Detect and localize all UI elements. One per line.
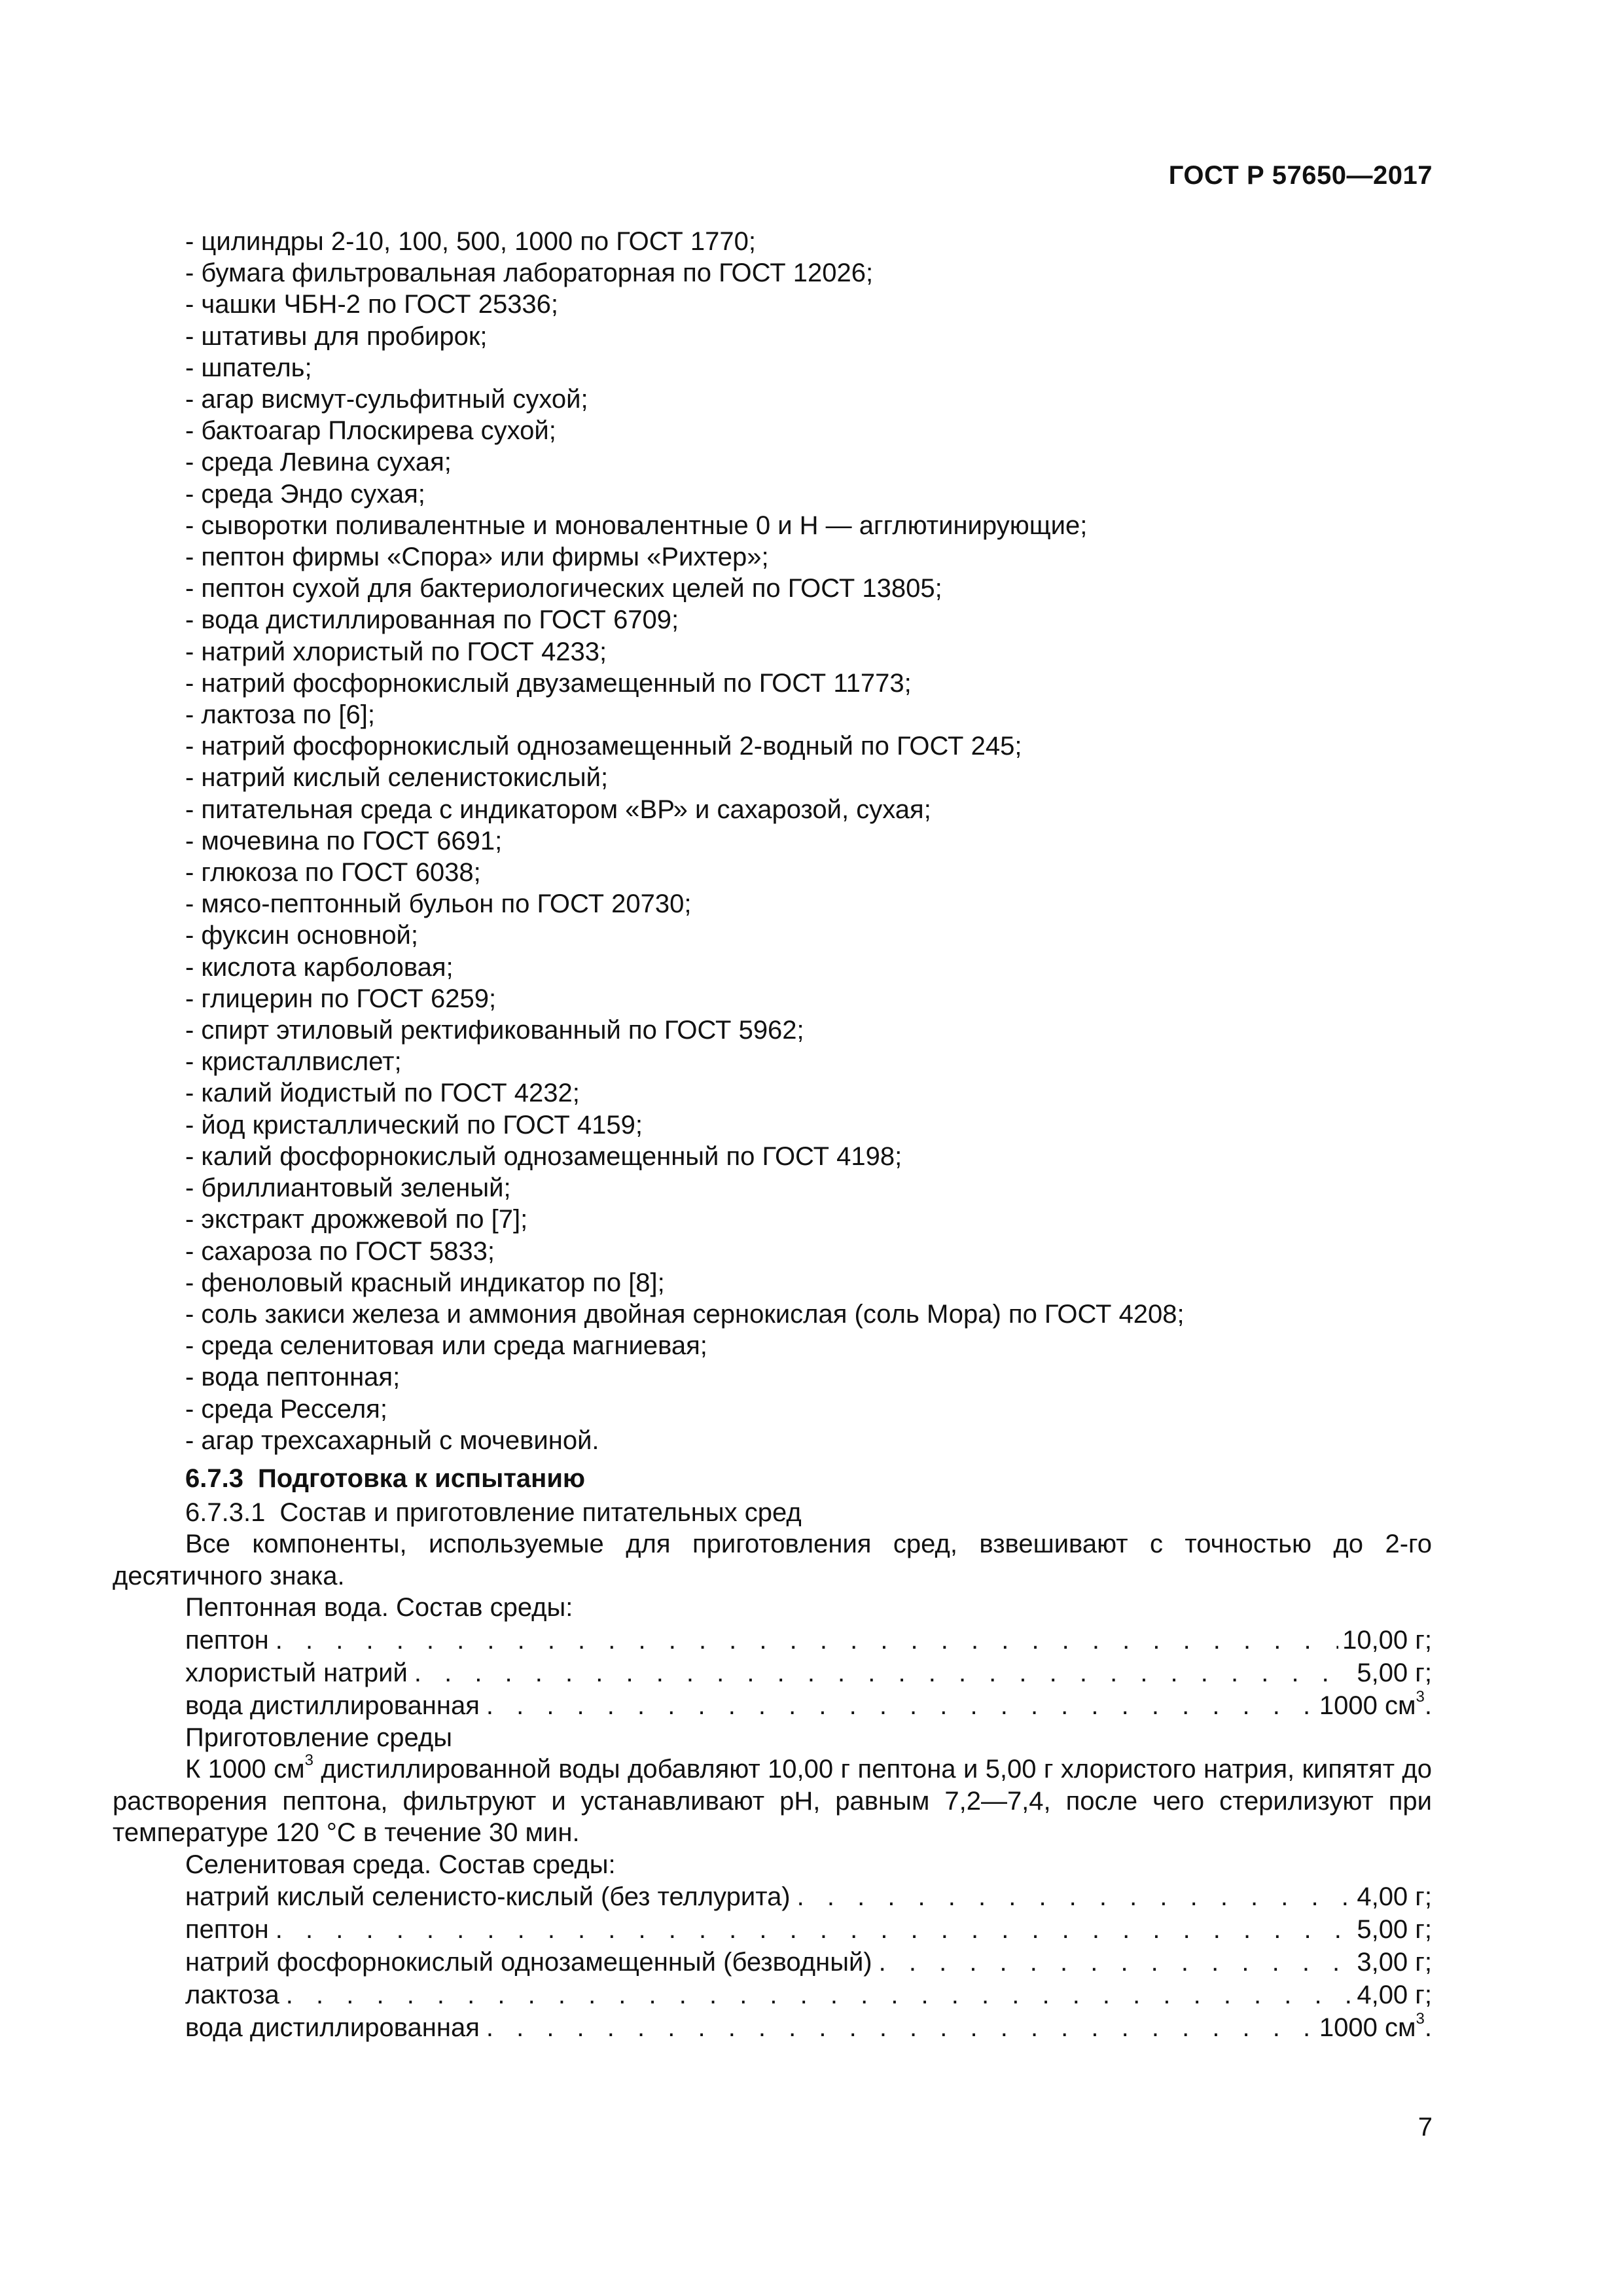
ingredient-amount: 10,00 г;	[1342, 1625, 1432, 1655]
selenite-medium-title: Селенитовая среда. Состав среды:	[185, 1850, 616, 1879]
list-item: - натрий фосфорнокислый двузамещенный по ГОСТ 11773;	[185, 668, 912, 698]
ingredient-name: пептон	[185, 1915, 269, 1945]
section-title: Подготовка к испытанию	[257, 1463, 586, 1493]
list-item: - чашки ЧБН-2 по ГОСТ 25336;	[185, 290, 559, 319]
list-item: - сыворотки поливалентные и моновалентные 0 и Н — агглютинирующие;	[185, 511, 1088, 540]
list-item: - пептон сухой для бактериологических целей по ГОСТ 13805;	[185, 574, 942, 603]
recipe-line	[185, 1880, 1432, 1913]
ingredient-amount: 4,00 г;	[1357, 1981, 1432, 2010]
list-item: - мясо-пептонный бульон по ГОСТ 20730;	[185, 889, 692, 919]
subsection-number: 6.7.3.1	[185, 1498, 266, 1527]
ingredient-amount: 1000 $см^3$.	[1319, 2010, 1432, 2043]
list-item: - питательная среда с индикатором «ВР» и сахарозой, сухая;	[185, 795, 931, 824]
subsection-heading	[113, 1497, 1432, 1529]
recipe-line	[185, 1657, 1432, 1689]
ingredient-amount: 5,00 г;	[1357, 1915, 1432, 1945]
list-item: - натрий кислый селенистокислый;	[185, 763, 609, 793]
list-item: - цилиндры 2-10, 100, 500, 1000 по ГОСТ 1770;	[185, 227, 756, 256]
list-item: - натрий фосфорнокислый однозамещенный 2-водный по ГОСТ 245;	[185, 732, 1022, 761]
list-item: - глюкоза по ГОСТ 6038;	[185, 858, 481, 888]
list-item: - лактоза по [6];	[185, 700, 375, 730]
selenite-medium-recipe	[113, 1880, 1432, 2044]
list-item: - бактоагар Плоскирева сухой;	[185, 416, 556, 446]
intro-paragraph: Все компоненты, используемые для приготовления сред, взвешивают с точностью до 2-го десятичного знака.	[113, 1530, 1432, 1590]
list-item: - йод кристаллический по ГОСТ 4159;	[185, 1110, 643, 1139]
list-item: - шпатель;	[185, 353, 312, 382]
preparation-paragraph: К 1000 $см^3$ дистиллированной воды добавляют 10,00 г пептона и 5,00 г хлористого натрия, кипятят до растворения пептона, фильтруют и устанавливают рН, равным 7,2—7,4, после чего стерилизуют при температуре 120 °С в течение 30 мин.	[113, 1751, 1432, 1848]
list-item: - калий йодистый по ГОСТ 4232;	[185, 1079, 580, 1108]
recipe-line	[185, 1979, 1432, 2011]
ingredient-name: хлористый натрий	[185, 1658, 408, 1687]
list-item: - натрий хлористый по ГОСТ 4233;	[185, 637, 607, 666]
ingredient-amount: 3,00 г;	[1357, 1948, 1432, 1977]
list-item: - вода дистиллированная по ГОСТ 6709;	[185, 605, 679, 635]
document-body	[113, 226, 1432, 2044]
recipe-line	[185, 1913, 1432, 1946]
list-item: - соль закиси железа и аммония двойная сернокислая (соль Мора) по ГОСТ 4208;	[185, 1299, 1185, 1329]
list-item: - среда селенитовая или среда магниевая;	[185, 1331, 707, 1361]
list-item: - бумага фильтровальная лабораторная по ГОСТ 12026;	[185, 259, 874, 288]
list-item: - сахароза по ГОСТ 5833;	[185, 1236, 495, 1266]
ingredient-amount: 1000 $см^3$.	[1319, 1687, 1432, 1720]
list-item: - кислота карболовая;	[185, 952, 454, 982]
subsection-title: Состав и приготовление питательных сред	[279, 1498, 802, 1527]
peptone-water-recipe	[113, 1624, 1432, 1722]
list-item: - агар висмут-сульфитный сухой;	[185, 385, 588, 414]
ingredient-name: вода дистиллированная	[185, 2013, 480, 2043]
ingredient-name: вода дистиллированная	[185, 1691, 480, 1720]
list-item: - пептон фирмы «Спора» или фирмы «Рихтер»;	[185, 543, 769, 572]
list-item: - экстракт дрожжевой по [7];	[185, 1205, 528, 1234]
list-item: - агар трехсахарный с мочевиной.	[185, 1426, 599, 1455]
ingredient-name: натрий фосфорнокислый однозамещенный (безводный)	[185, 1948, 872, 1977]
page-number: 7	[1418, 2113, 1433, 2142]
list-item: - среда Ресселя;	[185, 1394, 387, 1424]
list-item: - штативы для пробирок;	[185, 321, 488, 351]
ingredient-name: натрий кислый селенисто-кислый (без теллурита)	[185, 1882, 791, 1912]
ingredient-name: пептон	[185, 1625, 269, 1655]
list-item: - глицерин по ГОСТ 6259;	[185, 984, 497, 1013]
recipe-line	[185, 1689, 1432, 1722]
recipe-line	[185, 1946, 1432, 1979]
list-item: - кристаллвислет;	[185, 1047, 402, 1077]
peptone-water-title: Пептонная вода. Состав среды:	[185, 1593, 573, 1623]
list-item: - вода пептонная;	[185, 1363, 401, 1392]
document-header: ГОСТ Р 57650—2017	[1168, 161, 1433, 190]
list-item: - калий фосфорнокислый однозамещенный по ГОСТ 4198;	[185, 1141, 902, 1171]
materials-list	[113, 226, 1432, 1456]
ingredient-amount: 4,00 г;	[1357, 1882, 1432, 1912]
list-item: - среда Левина сухая;	[185, 448, 452, 477]
ingredient-name: лактоза	[185, 1981, 279, 2010]
list-item: - фуксин основной;	[185, 921, 419, 950]
ingredient-amount: 5,00 г;	[1357, 1658, 1432, 1687]
section-number: 6.7.3	[185, 1463, 243, 1493]
recipe-line	[185, 1624, 1432, 1657]
section-heading	[113, 1460, 1432, 1497]
list-item: - бриллиантовый зеленый;	[185, 1174, 511, 1203]
list-item: - мочевина по ГОСТ 6691;	[185, 826, 503, 855]
list-item: - спирт этиловый ректификованный по ГОСТ 5962;	[185, 1016, 804, 1045]
list-item: - среда Эндо сухая;	[185, 479, 425, 509]
recipe-line	[185, 2011, 1432, 2044]
preparation-title: Приготовление среды	[185, 1723, 452, 1752]
list-item: - феноловый красный индикатор по [8];	[185, 1268, 665, 1297]
